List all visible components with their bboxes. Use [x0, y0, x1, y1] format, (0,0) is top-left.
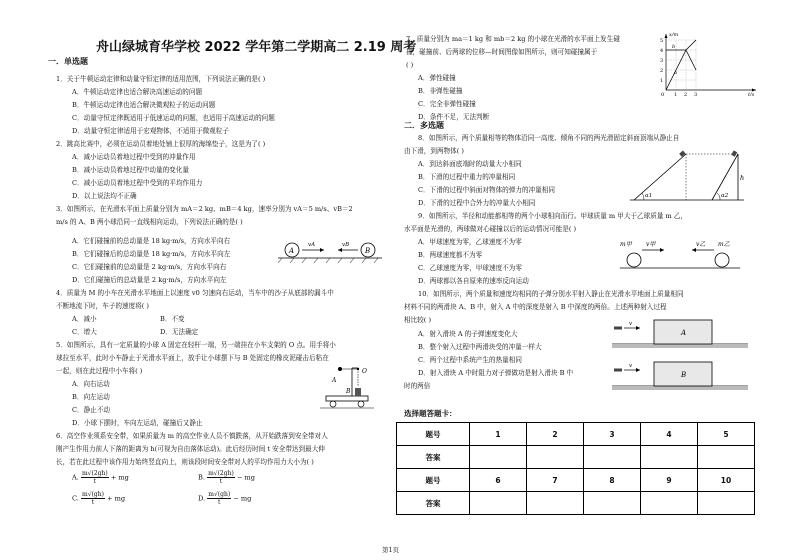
- q6-option-c: C. $\frac{m√(gh)}{t}$ + mg: [72, 491, 126, 506]
- answer-cell-5[interactable]: [698, 446, 755, 469]
- q7-xt-graph: [652, 30, 760, 96]
- q5-pivot-o-label: O: [362, 368, 367, 375]
- q6-stem-line3: 长，若在此过程中该作用力始终竖直向上，则该段时间安全带对人的平均作用力大小为( ): [56, 458, 314, 466]
- answer-card-number: 3: [584, 423, 641, 446]
- answer-cell-1[interactable]: [470, 446, 527, 469]
- q3-stem-line1: 3．如图所示，在光滑水平面上质量分别为 mA＝2 kg、mB＝4 kg，速率分别为 vA＝5 m/s、vB＝2: [56, 205, 353, 213]
- q7-xtick-0: 0: [661, 92, 665, 96]
- q8-option-d: D．下滑的过程中合外力的冲量大小相同: [418, 199, 536, 207]
- answer-cell-7[interactable]: [527, 492, 584, 515]
- q3-option-b: B．它们碰撞后的总动量是 18 kg·m/s，方向水平向左: [72, 250, 231, 258]
- q7-option-d: D．条件不足，无法判断: [418, 113, 490, 121]
- q2-option-a: A．减小运动员着地过程中受到的冲量作用: [72, 153, 196, 161]
- answer-card-number: 4: [641, 423, 698, 446]
- answer-card-number: 6: [470, 469, 527, 492]
- q4-option-b: B．不变: [160, 315, 185, 323]
- q7-stem-line1: 7．质量分别为 ma＝1 kg 和 mb＝2 kg 的小球在光滑的水平面上发生碰: [406, 35, 620, 43]
- q1-stem: 1．关于牛顿运动定律和动量守恒定律的适用范围，下列说法正确的是( ): [56, 75, 266, 83]
- q7-line-b-label: b: [672, 44, 676, 50]
- section-multi-choice: 二．多选题: [404, 120, 444, 130]
- q10-stem-line2: 材料不同的两滑块 A、B 中，射入 A 中的深度是射入 B 中深度的两倍。上述两种射入过程: [404, 303, 667, 311]
- answer-card-number: 8: [584, 469, 641, 492]
- q4-stem-line1: 4．质量为 M 的小车在光滑水平地面上以速度 v0 匀速向右运动，当车中的沙子从底部的漏斗中: [56, 289, 334, 297]
- answer-card-row-numbers-2: [397, 469, 755, 492]
- q10-block-b-label: B: [681, 371, 687, 379]
- q8-height-label: h: [740, 174, 745, 182]
- q10-option-c: C．两个过程中系统产生的热量相同: [418, 356, 522, 364]
- answer-cell-2[interactable]: [527, 446, 584, 469]
- answer-card-row-answers-2: [397, 492, 755, 515]
- q5-stem-line2: 球拉至水平，此时小车静止于光滑水平面上，放手让小球摆下与 B 处固定的橡皮泥碰击后粘在: [56, 354, 329, 362]
- page-title: 舟山绿城育华学校 2022 学年第二学期高二 2.19 周考: [96, 40, 417, 55]
- q1-option-b: B．牛顿运动定律也适合解决微观粒子的运动问题: [72, 101, 216, 109]
- section-single-choice: 一．单选题: [48, 56, 88, 66]
- q1-option-c: C．动量守恒定律既适用于低速运动的问题，也适用于高速运动的问题: [72, 114, 275, 122]
- q7-xtick-3: 3: [694, 92, 698, 96]
- q9-velocity-1-label: v甲: [646, 241, 656, 248]
- answer-cell-3[interactable]: [584, 446, 641, 469]
- q7-xtick-1: 1: [674, 92, 678, 96]
- q3-collision-figure: [276, 236, 386, 266]
- answer-card-number: 2: [527, 423, 584, 446]
- q9-option-b: B．两球速度都不为零: [418, 251, 483, 259]
- q9-velocity-2-label: v乙: [696, 241, 706, 248]
- answer-cell-8[interactable]: [584, 492, 641, 515]
- q5-stem-line3: 一起，则在此过程中小车将( ): [56, 367, 143, 375]
- q4-option-a: A．减小: [72, 315, 97, 323]
- q7-option-c: C．完全非弹性碰撞: [418, 100, 476, 108]
- answer-cell-9[interactable]: [641, 492, 698, 515]
- q10-block-b-figure: [610, 352, 750, 392]
- q7-line-a-label: a: [674, 70, 677, 76]
- q8-angle-1-label: α1: [645, 193, 653, 199]
- q7-option-a: A．弹性碰撞: [418, 74, 456, 82]
- q7-y-axis-label: x/m: [669, 32, 679, 38]
- q4-option-d: D．无法确定: [160, 328, 199, 336]
- q7-ytick-1: 1: [660, 78, 664, 84]
- answer-card-number: 5: [698, 423, 755, 446]
- q10-block-a-figure: [610, 310, 750, 350]
- q8-angle-2-label: α2: [721, 193, 729, 199]
- q3-stem-line2: m/s 的 A、B 两小球沿同一直线相向运动，下列说法正确的是( ): [56, 218, 243, 226]
- q2-stem: 2．跳高比赛中，必须在运动员着地处铺上很厚的海绵垫子，这是为了( ): [56, 140, 266, 148]
- q10-v-label-a: v: [629, 321, 633, 327]
- q2-option-b: B．减小运动员着地过程中动量的变化量: [72, 166, 189, 174]
- q5-option-c: C．静止不动: [72, 406, 111, 414]
- q4-stem-line2: 不断地流下时，车子的速度将( ): [56, 302, 149, 310]
- answer-card-label: 答案: [397, 492, 470, 515]
- q7-ytick-2: 2: [660, 68, 664, 74]
- q9-balls-figure: [618, 234, 742, 274]
- q7-x-axis-label: t/s: [748, 92, 755, 96]
- answer-card-number: 10: [698, 469, 755, 492]
- q5-ball-a-label: A: [332, 377, 337, 384]
- q8-stem-line1: 8．如图所示，两个质量相等的物体沿同一高度、倾角不同的两光滑固定斜面顶端从静止自: [418, 134, 680, 142]
- q7-option-b: B．非弹性碰撞: [418, 87, 463, 95]
- q9-stem-line2: 水平面是光滑的，两球做对心碰撞以后的运动情况可能是( ): [404, 225, 577, 233]
- answer-cell-10[interactable]: [698, 492, 755, 515]
- q8-stem-line2: 由下滑，到两物体( ): [404, 147, 464, 155]
- answer-card-title: 选择题答题卡：: [404, 409, 457, 418]
- q3-ball-a-label: A: [289, 247, 295, 255]
- q10-stem-line1: 10．如图所示，两个质量和速度均相同的子弹分别水平射入静止在光滑水平地面上质量相同: [418, 290, 684, 298]
- q1-option-a: A．牛顿运动定律也适合解决高速运动的问题: [72, 88, 203, 96]
- q2-option-c: C．减小运动员着地过程中受到的平均作用力: [72, 179, 203, 187]
- answer-card-label: 答案: [397, 446, 470, 469]
- q6-stem-line1: 6．高空作业须系安全带，如果质量为 m 的高空作业人员不慎跌落，从开始跌落到安全带对人: [56, 432, 328, 440]
- q10-option-a: A．射入滑块 A 的子弹速度变化大: [418, 330, 518, 338]
- q6-option-a: A. $\frac{m√(2gh)}{t}$ + mg: [72, 470, 129, 485]
- q5-option-d: D．小球下摆时，车向左运动，碰撞后又静止: [72, 419, 203, 427]
- q5-stem-line1: 5．如图所示，具有一定质量的小球 A 固定在轻杆一端，另一端挂在小车支架的 O 点。用手将小: [56, 341, 336, 349]
- q10-block-a-label: A: [681, 329, 687, 337]
- q8-option-c: C．下滑的过程中斜面对物体的弹力的冲量相同: [418, 186, 555, 194]
- q8-option-b: B．下滑的过程中重力的冲量相同: [418, 173, 516, 181]
- q6-stem-line2: 刚产生作用力前人下落的距离为 h(可视为自由落体运动)。此后经历时间 t 安全带达到最大伸: [56, 445, 325, 453]
- q3-ball-b-label: B: [365, 247, 371, 255]
- q10-stem-line3: 相比较( ): [404, 316, 432, 324]
- answer-card-row-answers-1: [397, 446, 755, 469]
- q10-option-b: B．整个射入过程中两滑块受的冲量一样大: [418, 343, 542, 351]
- q3-option-d: D．它们碰撞后的总动量是 2 kg·m/s，方向水平向左: [72, 276, 227, 284]
- answer-card-table: [396, 422, 755, 515]
- q9-mass-1-label: m甲: [620, 241, 632, 248]
- answer-card-number: 1: [470, 423, 527, 446]
- q9-option-d: D．两球都以各自原来的速率反向运动: [418, 277, 529, 285]
- answer-card-label: 题号: [397, 423, 470, 446]
- q10-option-d-line2: 时的两倍: [404, 382, 431, 390]
- q3-va-label: vA: [308, 242, 316, 248]
- q5-option-b: B．向左运动: [72, 393, 110, 401]
- page-number: 第1页: [382, 546, 400, 554]
- q8-incline-figure: [628, 150, 746, 204]
- q5-putty-b-label: B: [346, 388, 351, 395]
- q9-stem-line1: 9．如图所示，半径和动能都相等的两个小球相向而行。甲球质量 m 甲大于乙球质量 m 乙，: [418, 212, 688, 220]
- q7-stem-line3: ( ): [406, 61, 414, 69]
- q8-option-a: A．到达斜面底端时的动量大小相同: [418, 160, 522, 168]
- answer-card-row-numbers-1: [397, 423, 755, 446]
- q6-option-d: D. $\frac{m√(gh)}{t}$ − mg: [198, 491, 252, 506]
- q7-stem-line2: 撞，碰撞前、后两球的位移—时间图像如图所示，则可知碰撞属于: [406, 48, 598, 56]
- q7-ytick-4: 4: [660, 48, 664, 54]
- q10-option-d-line1: D．射入滑块 A 中时阻力对子弹做功是射入滑块 B 中: [418, 369, 574, 377]
- q3-option-c: C．它们碰撞前的总动量是 2 kg·m/s，方向水平向右: [72, 263, 227, 271]
- q2-option-d: D．以上说法均不正确: [72, 192, 137, 200]
- q4-option-c: C．增大: [72, 328, 97, 336]
- q9-mass-2-label: m乙: [718, 241, 730, 248]
- q7-ytick-5: 5: [660, 38, 664, 44]
- q6-option-b: B. $\frac{m√(2gh)}{t}$ − mg: [198, 470, 255, 485]
- q5-option-a: A．向右运动: [72, 380, 110, 388]
- q7-xtick-2: 2: [684, 92, 688, 96]
- q3-option-a: A．它们碰撞前的总动量是 18 kg·m/s，方向水平向右: [72, 237, 231, 245]
- q5-cart-figure: [318, 364, 376, 410]
- answer-card-label: 题号: [397, 469, 470, 492]
- q9-option-c: C．乙球速度为零，甲球速度不为零: [418, 264, 522, 272]
- answer-cell-4[interactable]: [641, 446, 698, 469]
- answer-card-number: 9: [641, 469, 698, 492]
- answer-card-number: 7: [527, 469, 584, 492]
- q9-option-a: A．甲球速度为零，乙球速度不为零: [418, 238, 522, 246]
- q7-ytick-3: 3: [660, 58, 664, 64]
- q3-vb-label: vB: [342, 242, 350, 248]
- answer-cell-6[interactable]: [470, 492, 527, 515]
- q1-option-d: D．动量守恒定律适用于宏观物体，不适用于微观粒子: [72, 127, 229, 135]
- q10-v-label-b: v: [629, 363, 633, 369]
